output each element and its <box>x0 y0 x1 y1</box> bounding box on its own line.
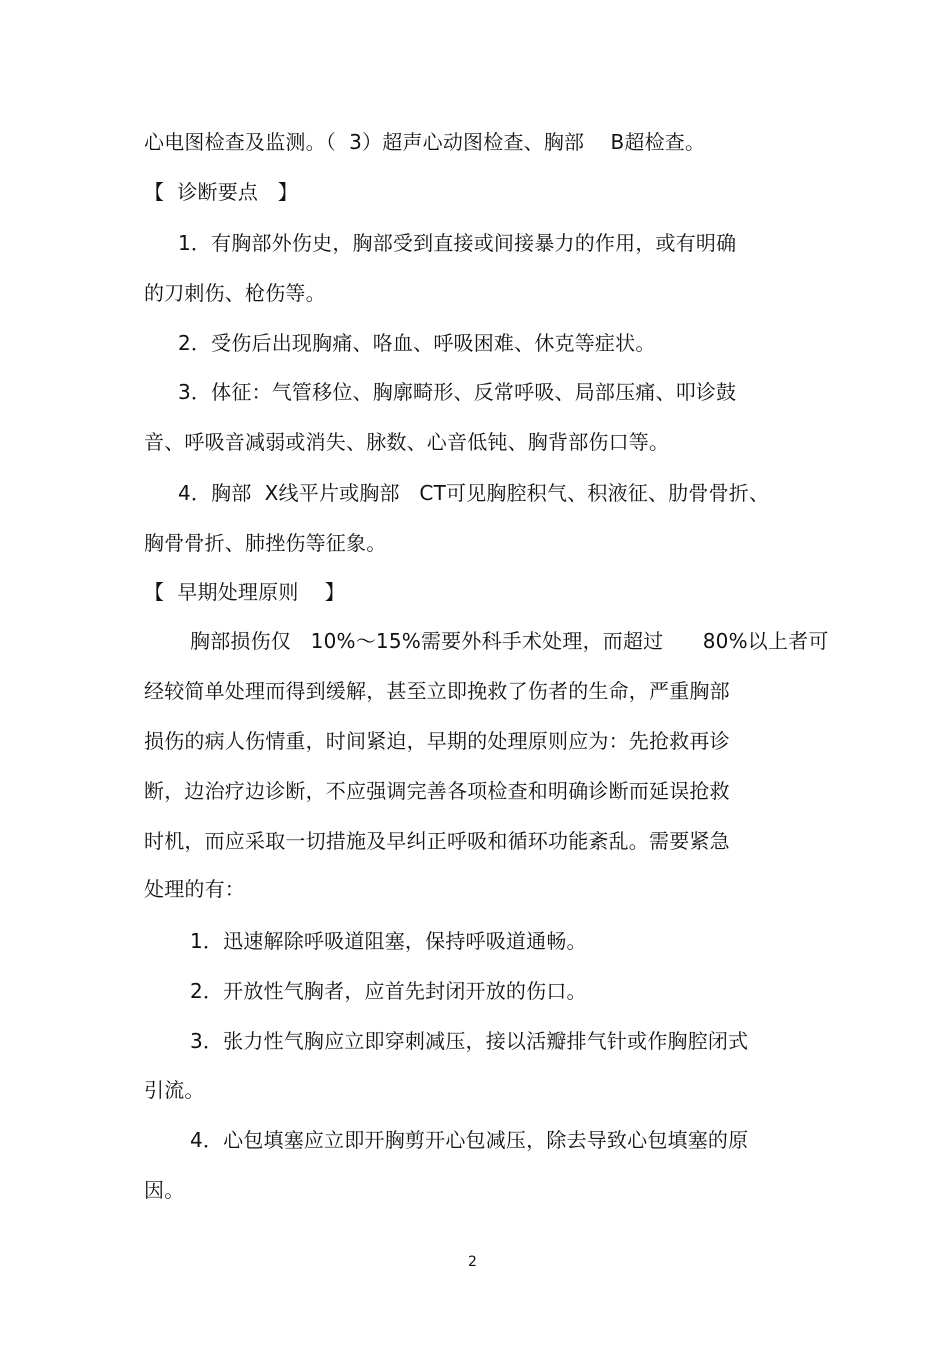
text-line: 2．开放性气胸者，应首先封闭开放的伤口。 <box>190 979 587 1003</box>
text-line: 损伤的病人伤情重，时间紧迫，早期的处理原则应为：先抢救再诊 <box>144 729 730 753</box>
text-line: 处理的有： <box>144 877 245 901</box>
text-line: 胸部损伤仅 10%～15%需要外科手术处理，而超过 80%以上者可 <box>190 629 829 653</box>
text-line: 2．受伤后出现胸痛、咯血、呼吸困难、休克等症状。 <box>178 331 656 355</box>
text-line: 的刀刺伤、枪伤等。 <box>144 281 326 305</box>
text-line: 断，边治疗边诊断，不应强调完善各项检查和明确诊断而延误抢救 <box>144 779 730 803</box>
text-line: 3．张力性气胸应立即穿刺减压，接以活瓣排气针或作胸腔闭式 <box>190 1029 749 1053</box>
text-line: 1．有胸部外伤史，胸部受到直接或间接暴力的作用，或有明确 <box>178 231 737 255</box>
text-line: 4．胸部 X线平片或胸部 CT可见胸腔积气、积液征、肋骨骨折、 <box>178 481 770 505</box>
text-line: 经较简单处理而得到缓解，甚至立即挽救了伤者的生命，严重胸部 <box>144 679 730 703</box>
text-line: 胸骨骨折、肺挫伤等征象。 <box>144 531 387 555</box>
text-line: 1．迅速解除呼吸道阻塞，保持呼吸道通畅。 <box>190 929 587 953</box>
text-line: 3．体征：气管移位、胸廓畸形、反常呼吸、局部压痛、叩诊鼓 <box>178 380 737 404</box>
text-line: 音、呼吸音减弱或消失、脉数、心音低钝、胸背部伤口等。 <box>144 430 670 454</box>
section-heading-early-treatment: 【 早期处理原则 】 <box>144 580 345 604</box>
page-number: 2 <box>468 1254 477 1270</box>
text-line: 心电图检查及监测。（ 3）超声心动图检查、胸部 B超检查。 <box>144 130 706 154</box>
text-line: 时机，而应采取一切措施及早纠正呼吸和循环功能紊乱。需要紧急 <box>144 829 730 853</box>
section-heading-diagnosis: 【 诊断要点 】 <box>144 180 298 204</box>
text-line: 因。 <box>144 1178 185 1202</box>
text-line: 引流。 <box>144 1078 205 1102</box>
text-line: 4．心包填塞应立即开胸剪开心包减压，除去导致心包填塞的原 <box>190 1128 749 1152</box>
